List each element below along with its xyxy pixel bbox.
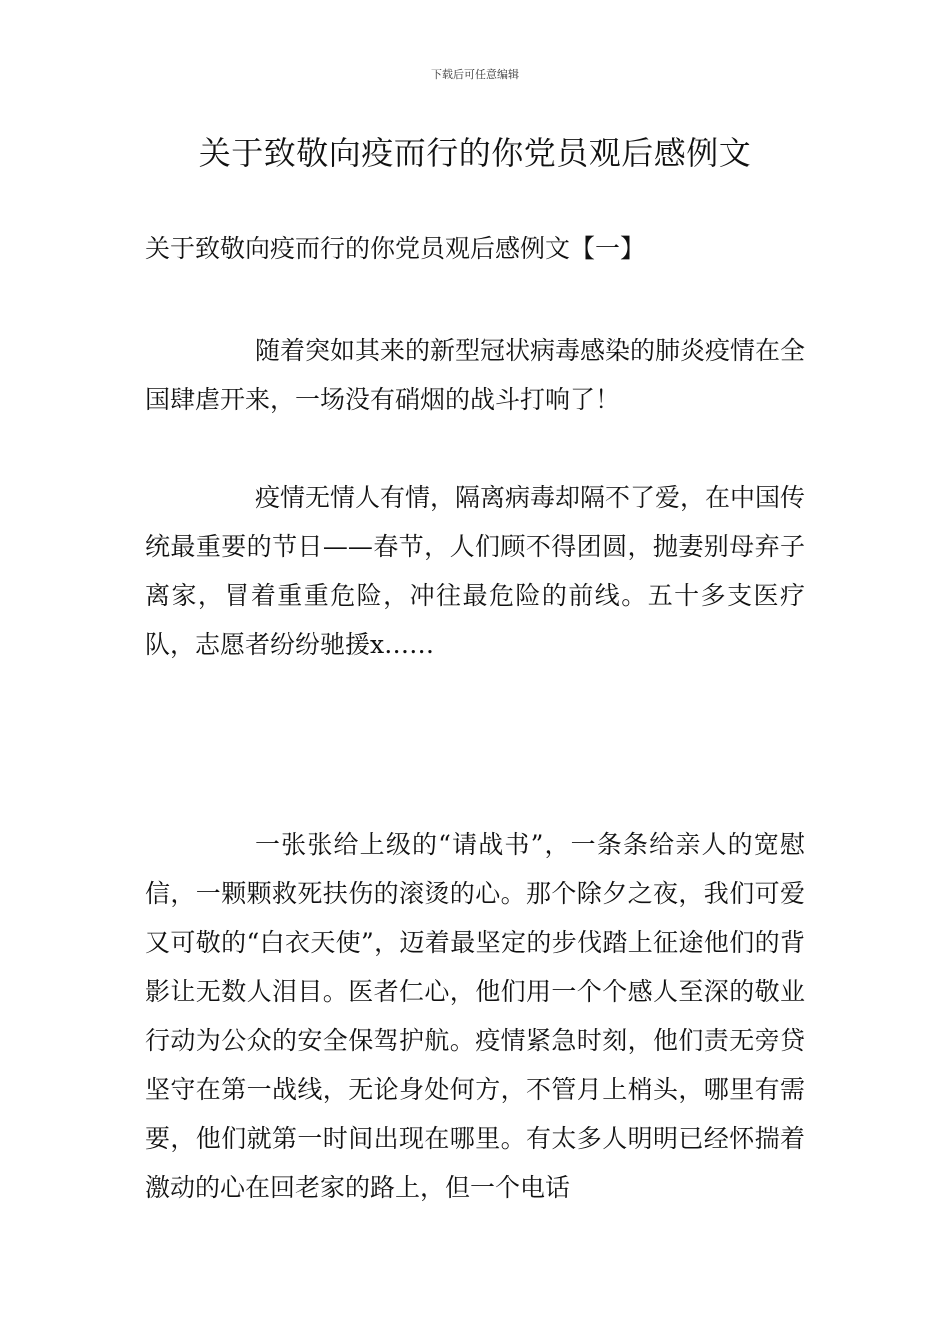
paragraph-1: 随着突如其来的新型冠状病毒感染的肺炎疫情在全国肆虐开来，一场没有硝烟的战斗打响了！	[145, 336, 806, 414]
paragraph-3: 一张张给上级的“请战书”，一条条给亲人的宽慰信，一颗颗救死扶伤的滚烫的心。那个除夕之夜，我们可爱又可敬的“白衣天使”，迈着最坚定的步伐踏上征途他们的背影让无数人泪目。医者仁心，他们用一个个感人至深的敬业行动为公众的安全保驾护航。疫情紧急时刻，他们责无旁贷坚守在第一战线，无论身处何方，不管月上梢头，哪里有需要，他们就第一时间出现在哪里。有太多人明明已经怀揣着激动的心在回老家的路上，但一个电话	[145, 830, 805, 1202]
header-note: 下载后可任意编辑	[431, 68, 519, 81]
paragraph-2: 疫情无情人有情，隔离病毒却隔不了爱，在中国传统最重要的节日——春节，人们顾不得团圆，抛妻别母弃子离家，冒着重重危险，冲往最危险的前线。五十多支医疗队，志愿者纷纷驰援x……	[145, 483, 806, 659]
document-title: 关于致敬向疫而行的你党员观后感例文	[198, 134, 752, 172]
section-heading: 关于致敬向疫而行的你党员观后感例文【一】	[145, 234, 646, 263]
